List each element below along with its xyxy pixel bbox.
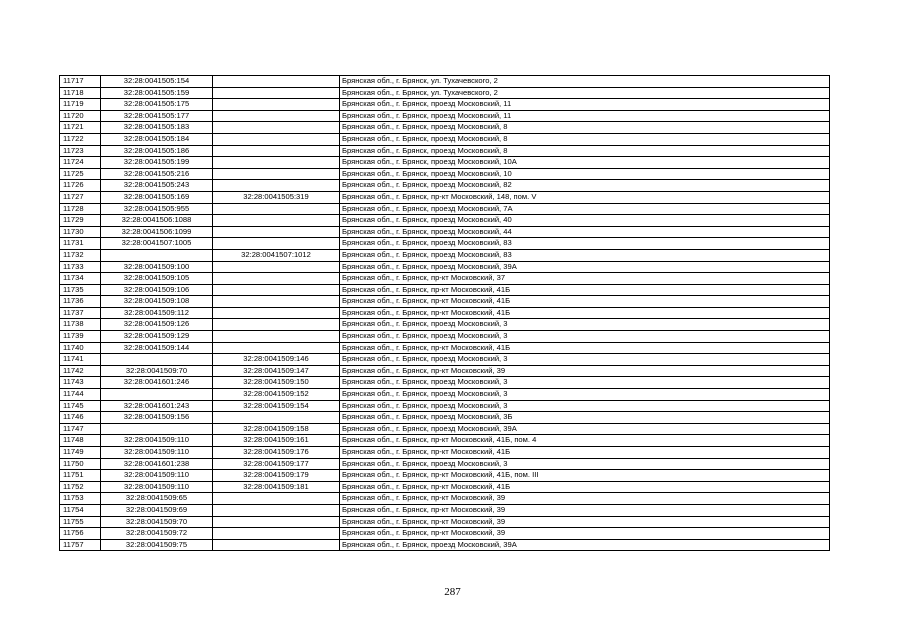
address-cell: Брянская обл., г. Брянск, проезд Московский, 8 — [340, 122, 830, 134]
table-row — [60, 377, 830, 389]
address-cell: Брянская обл., г. Брянск, проезд Московский, 39А — [340, 539, 830, 551]
land-cadastral-number-cell: 32:28:0041509:75 — [101, 539, 213, 551]
object-cadastral-number-cell — [213, 76, 340, 88]
row-number-cell: 11731 — [60, 238, 101, 250]
address-cell: Брянская обл., г. Брянск, пр-кт Московский, 41Б — [340, 447, 830, 459]
table-row — [60, 110, 830, 122]
object-cadastral-number-cell: 32:28:0041509:146 — [213, 354, 340, 366]
row-number-cell: 11751 — [60, 470, 101, 482]
object-cadastral-number-cell — [213, 133, 340, 145]
object-cadastral-number-cell — [213, 412, 340, 424]
row-number-cell: 11740 — [60, 342, 101, 354]
address-cell: Брянская обл., г. Брянск, пр-кт Московский, 39 — [340, 504, 830, 516]
land-cadastral-number-cell — [101, 389, 213, 401]
land-cadastral-number-cell: 32:28:0041509:106 — [101, 284, 213, 296]
table-row — [60, 238, 830, 250]
table-row — [60, 226, 830, 238]
land-cadastral-number-cell: 32:28:0041509:72 — [101, 528, 213, 540]
object-cadastral-number-cell: 32:28:0041509:161 — [213, 435, 340, 447]
row-number-cell: 11735 — [60, 284, 101, 296]
row-number-cell: 11753 — [60, 493, 101, 505]
table-row — [60, 331, 830, 343]
row-number-cell: 11744 — [60, 389, 101, 401]
row-number-cell: 11723 — [60, 145, 101, 157]
row-number-cell: 11741 — [60, 354, 101, 366]
land-cadastral-number-cell: 32:28:0041509:108 — [101, 296, 213, 308]
table-row — [60, 249, 830, 261]
row-number-cell: 11717 — [60, 76, 101, 88]
object-cadastral-number-cell — [213, 528, 340, 540]
object-cadastral-number-cell: 32:28:0041509:179 — [213, 470, 340, 482]
address-cell: Брянская обл., г. Брянск, проезд Московский, 3 — [340, 458, 830, 470]
object-cadastral-number-cell: 32:28:0041509:154 — [213, 400, 340, 412]
address-cell: Брянская обл., г. Брянск, ул. Тухачевского, 2 — [340, 87, 830, 99]
row-number-cell: 11747 — [60, 423, 101, 435]
land-cadastral-number-cell: 32:28:0041509:129 — [101, 331, 213, 343]
object-cadastral-number-cell — [213, 238, 340, 250]
object-cadastral-number-cell — [213, 261, 340, 273]
land-cadastral-number-cell: 32:28:0041505:177 — [101, 110, 213, 122]
table-row — [60, 516, 830, 528]
address-cell: Брянская обл., г. Брянск, проезд Московский, 83 — [340, 238, 830, 250]
row-number-cell: 11746 — [60, 412, 101, 424]
row-number-cell: 11750 — [60, 458, 101, 470]
object-cadastral-number-cell: 32:28:0041509:177 — [213, 458, 340, 470]
land-cadastral-number-cell: 32:28:0041509:156 — [101, 412, 213, 424]
land-cadastral-number-cell: 32:28:0041505:199 — [101, 157, 213, 169]
row-number-cell: 11757 — [60, 539, 101, 551]
table-row — [60, 203, 830, 215]
land-cadastral-number-cell: 32:28:0041509:110 — [101, 481, 213, 493]
table-row — [60, 354, 830, 366]
object-cadastral-number-cell — [213, 99, 340, 111]
object-cadastral-number-cell — [213, 284, 340, 296]
address-cell: Брянская обл., г. Брянск, проезд Московский, 8 — [340, 145, 830, 157]
object-cadastral-number-cell — [213, 87, 340, 99]
address-cell: Брянская обл., г. Брянск, пр-кт Московский, 39 — [340, 365, 830, 377]
address-cell: Брянская обл., г. Брянск, пр-кт Московский, 39 — [340, 528, 830, 540]
address-cell: Брянская обл., г. Брянск, проезд Московский, 40 — [340, 215, 830, 227]
object-cadastral-number-cell — [213, 307, 340, 319]
address-cell: Брянская обл., г. Брянск, проезд Московский, 82 — [340, 180, 830, 192]
address-cell: Брянская обл., г. Брянск, проезд Московский, 11 — [340, 99, 830, 111]
land-cadastral-number-cell — [101, 354, 213, 366]
land-cadastral-number-cell: 32:28:0041507:1005 — [101, 238, 213, 250]
table-row — [60, 400, 830, 412]
table-row — [60, 87, 830, 99]
row-number-cell: 11722 — [60, 133, 101, 145]
row-number-cell: 11738 — [60, 319, 101, 331]
table-row — [60, 122, 830, 134]
row-number-cell: 11727 — [60, 191, 101, 203]
land-cadastral-number-cell — [101, 249, 213, 261]
land-cadastral-number-cell: 32:28:0041509:112 — [101, 307, 213, 319]
address-cell: Брянская обл., г. Брянск, проезд Московский, 3 — [340, 331, 830, 343]
object-cadastral-number-cell — [213, 203, 340, 215]
row-number-cell: 11737 — [60, 307, 101, 319]
row-number-cell: 11733 — [60, 261, 101, 273]
land-cadastral-number-cell: 32:28:0041509:110 — [101, 447, 213, 459]
land-cadastral-number-cell: 32:28:0041505:186 — [101, 145, 213, 157]
land-cadastral-number-cell: 32:28:0041505:183 — [101, 122, 213, 134]
object-cadastral-number-cell: 32:28:0041509:176 — [213, 447, 340, 459]
table-row — [60, 481, 830, 493]
object-cadastral-number-cell: 32:28:0041509:152 — [213, 389, 340, 401]
row-number-cell: 11742 — [60, 365, 101, 377]
table-row — [60, 539, 830, 551]
object-cadastral-number-cell — [213, 539, 340, 551]
row-number-cell: 11732 — [60, 249, 101, 261]
object-cadastral-number-cell: 32:28:0041509:147 — [213, 365, 340, 377]
object-cadastral-number-cell: 32:28:0041509:158 — [213, 423, 340, 435]
row-number-cell: 11728 — [60, 203, 101, 215]
row-number-cell: 11749 — [60, 447, 101, 459]
object-cadastral-number-cell — [213, 110, 340, 122]
table-row — [60, 215, 830, 227]
land-cadastral-number-cell: 32:28:0041509:100 — [101, 261, 213, 273]
table-row — [60, 296, 830, 308]
land-cadastral-number-cell: 32:28:0041506:1088 — [101, 215, 213, 227]
row-number-cell: 11730 — [60, 226, 101, 238]
object-cadastral-number-cell: 32:28:0041509:150 — [213, 377, 340, 389]
object-cadastral-number-cell — [213, 226, 340, 238]
table-row — [60, 180, 830, 192]
land-cadastral-number-cell: 32:28:0041505:169 — [101, 191, 213, 203]
land-cadastral-number-cell: 32:28:0041509:110 — [101, 435, 213, 447]
address-cell: Брянская обл., г. Брянск, проезд Московский, 7А — [340, 203, 830, 215]
address-cell: Брянская обл., г. Брянск, пр-кт Московский, 39 — [340, 493, 830, 505]
table-row — [60, 365, 830, 377]
table-row — [60, 307, 830, 319]
table-row — [60, 493, 830, 505]
object-cadastral-number-cell — [213, 215, 340, 227]
address-cell: Брянская обл., г. Брянск, пр-кт Московский, 41Б, пом. III — [340, 470, 830, 482]
table-row — [60, 458, 830, 470]
table-row — [60, 504, 830, 516]
address-cell: Брянская обл., г. Брянск, пр-кт Московский, 41Б — [340, 342, 830, 354]
address-cell: Брянская обл., г. Брянск, проезд Московский, 3 — [340, 354, 830, 366]
land-cadastral-number-cell: 32:28:0041509:144 — [101, 342, 213, 354]
object-cadastral-number-cell: 32:28:0041509:181 — [213, 481, 340, 493]
row-number-cell: 11725 — [60, 168, 101, 180]
row-number-cell: 11752 — [60, 481, 101, 493]
table-row — [60, 157, 830, 169]
address-cell: Брянская обл., г. Брянск, проезд Московский, 10 — [340, 168, 830, 180]
address-cell: Брянская обл., г. Брянск, проезд Московский, 11 — [340, 110, 830, 122]
cadastral-table — [59, 75, 830, 551]
object-cadastral-number-cell — [213, 331, 340, 343]
table-row — [60, 412, 830, 424]
object-cadastral-number-cell — [213, 157, 340, 169]
address-cell: Брянская обл., г. Брянск, проезд Московский, 3 — [340, 377, 830, 389]
address-cell: Брянская обл., г. Брянск, проезд Московский, 3Б — [340, 412, 830, 424]
table-row — [60, 528, 830, 540]
object-cadastral-number-cell — [213, 273, 340, 285]
object-cadastral-number-cell — [213, 296, 340, 308]
row-number-cell: 11726 — [60, 180, 101, 192]
land-cadastral-number-cell: 32:28:0041509:70 — [101, 516, 213, 528]
land-cadastral-number-cell: 32:28:0041505:184 — [101, 133, 213, 145]
row-number-cell: 11755 — [60, 516, 101, 528]
row-number-cell: 11748 — [60, 435, 101, 447]
land-cadastral-number-cell: 32:28:0041505:216 — [101, 168, 213, 180]
row-number-cell: 11736 — [60, 296, 101, 308]
table-row — [60, 191, 830, 203]
table-row — [60, 470, 830, 482]
land-cadastral-number-cell: 32:28:0041601:238 — [101, 458, 213, 470]
address-cell: Брянская обл., г. Брянск, пр-кт Московский, 148, пом. V — [340, 191, 830, 203]
page-number: 287 — [444, 586, 461, 598]
address-cell: Брянская обл., г. Брянск, проезд Московский, 3 — [340, 389, 830, 401]
address-cell: Брянская обл., г. Брянск, проезд Московский, 44 — [340, 226, 830, 238]
table-row — [60, 389, 830, 401]
row-number-cell: 11719 — [60, 99, 101, 111]
object-cadastral-number-cell — [213, 504, 340, 516]
address-cell: Брянская обл., г. Брянск, пр-кт Московский, 41Б — [340, 284, 830, 296]
address-cell: Брянская обл., г. Брянск, проезд Московский, 39А — [340, 423, 830, 435]
address-cell: Брянская обл., г. Брянск, пр-кт Московский, 37 — [340, 273, 830, 285]
table-row — [60, 145, 830, 157]
table-row — [60, 168, 830, 180]
object-cadastral-number-cell — [213, 516, 340, 528]
table-row — [60, 261, 830, 273]
land-cadastral-number-cell: 32:28:0041505:955 — [101, 203, 213, 215]
land-cadastral-number-cell: 32:28:0041509:65 — [101, 493, 213, 505]
address-cell: Брянская обл., г. Брянск, пр-кт Московский, 41Б — [340, 296, 830, 308]
row-number-cell: 11739 — [60, 331, 101, 343]
object-cadastral-number-cell — [213, 342, 340, 354]
table-row — [60, 76, 830, 88]
land-cadastral-number-cell: 32:28:0041509:69 — [101, 504, 213, 516]
object-cadastral-number-cell: 32:28:0041507:1012 — [213, 249, 340, 261]
land-cadastral-number-cell: 32:28:0041509:70 — [101, 365, 213, 377]
row-number-cell: 11754 — [60, 504, 101, 516]
table-row — [60, 273, 830, 285]
address-cell: Брянская обл., г. Брянск, пр-кт Московский, 41Б, пом. 4 — [340, 435, 830, 447]
row-number-cell: 11734 — [60, 273, 101, 285]
land-cadastral-number-cell: 32:28:0041505:243 — [101, 180, 213, 192]
object-cadastral-number-cell — [213, 145, 340, 157]
table-row — [60, 99, 830, 111]
row-number-cell: 11724 — [60, 157, 101, 169]
address-cell: Брянская обл., г. Брянск, проезд Московский, 3 — [340, 319, 830, 331]
row-number-cell: 11720 — [60, 110, 101, 122]
address-cell: Брянская обл., г. Брянск, проезд Московский, 39А — [340, 261, 830, 273]
address-cell: Брянская обл., г. Брянск, пр-кт Московский, 39 — [340, 516, 830, 528]
object-cadastral-number-cell — [213, 319, 340, 331]
table-row — [60, 435, 830, 447]
row-number-cell: 11745 — [60, 400, 101, 412]
row-number-cell: 11718 — [60, 87, 101, 99]
object-cadastral-number-cell — [213, 493, 340, 505]
land-cadastral-number-cell: 32:28:0041505:159 — [101, 87, 213, 99]
table-row — [60, 342, 830, 354]
row-number-cell: 11743 — [60, 377, 101, 389]
address-cell: Брянская обл., г. Брянск, пр-кт Московский, 41Б — [340, 481, 830, 493]
row-number-cell: 11721 — [60, 122, 101, 134]
land-cadastral-number-cell: 32:28:0041601:246 — [101, 377, 213, 389]
land-cadastral-number-cell: 32:28:0041505:154 — [101, 76, 213, 88]
land-cadastral-number-cell: 32:28:0041509:110 — [101, 470, 213, 482]
object-cadastral-number-cell — [213, 168, 340, 180]
row-number-cell: 11729 — [60, 215, 101, 227]
address-cell: Брянская обл., г. Брянск, ул. Тухачевского, 2 — [340, 76, 830, 88]
object-cadastral-number-cell: 32:28:0041505:319 — [213, 191, 340, 203]
address-cell: Брянская обл., г. Брянск, проезд Московский, 83 — [340, 249, 830, 261]
land-cadastral-number-cell: 32:28:0041506:1099 — [101, 226, 213, 238]
table-row — [60, 284, 830, 296]
land-cadastral-number-cell — [101, 423, 213, 435]
object-cadastral-number-cell — [213, 122, 340, 134]
table-row — [60, 133, 830, 145]
object-cadastral-number-cell — [213, 180, 340, 192]
land-cadastral-number-cell: 32:28:0041505:175 — [101, 99, 213, 111]
land-cadastral-number-cell: 32:28:0041509:105 — [101, 273, 213, 285]
address-cell: Брянская обл., г. Брянск, проезд Московский, 10А — [340, 157, 830, 169]
cadastral-table-body — [60, 76, 830, 551]
land-cadastral-number-cell: 32:28:0041601:243 — [101, 400, 213, 412]
address-cell: Брянская обл., г. Брянск, проезд Московский, 3 — [340, 400, 830, 412]
address-cell: Брянская обл., г. Брянск, проезд Московский, 8 — [340, 133, 830, 145]
address-cell: Брянская обл., г. Брянск, пр-кт Московский, 41Б — [340, 307, 830, 319]
land-cadastral-number-cell: 32:28:0041509:126 — [101, 319, 213, 331]
row-number-cell: 11756 — [60, 528, 101, 540]
table-row — [60, 319, 830, 331]
table-row — [60, 423, 830, 435]
table-row — [60, 447, 830, 459]
